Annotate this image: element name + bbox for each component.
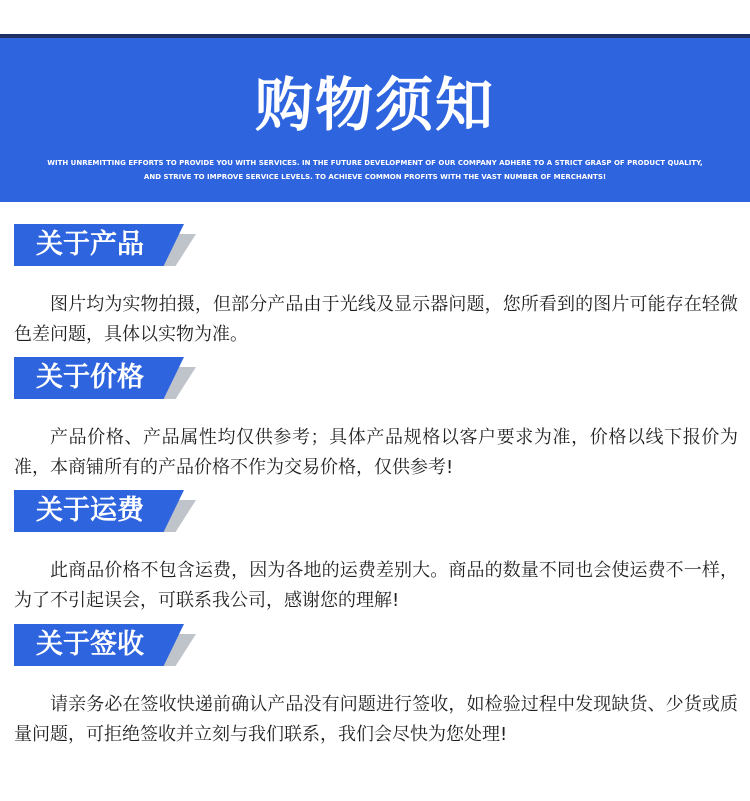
- section-text-shipping: 此商品价格不包含运费，因为各地的运费差别大。商品的数量不同也会使运费不一样，为了不引起误会，可联系我公司，感谢您的理解!: [14, 560, 738, 611]
- top-spacer: [0, 0, 750, 34]
- section-heading-shipping: [14, 490, 199, 532]
- heading-text-receipt: 关于签收: [36, 629, 144, 660]
- heading-text-product: 关于产品: [36, 229, 144, 260]
- section-heading-price: [14, 357, 199, 399]
- banner-subtitle: WITH UNREMITTING EFFORTS TO PROVIDE YOU WITH SERVICES. IN THE FUTURE DEVELOPMENT OF OUR COMPANY ADHERE TO A STRICT GRASP OF PRODUCT QUALITY, AND STRIVE TO IMPROVE SERVICE LEVELS. TO ACHIEVE COMMON PROFITS WITH THE VAST NUMBER OF MERCHANTS!: [47, 159, 703, 181]
- section-text-product: 图片均为实物拍摄，但部分产品由于光线及显示器问题，您所看到的图片可能存在轻微色差问题，具体以实物为准。: [14, 294, 738, 345]
- notice-banner: [0, 34, 750, 202]
- heading-text-shipping: 关于运费: [36, 495, 144, 526]
- section-heading-receipt: [14, 624, 199, 666]
- banner-title: 购物须知: [254, 71, 495, 139]
- section-heading-product: [14, 224, 199, 266]
- section-text-price: 产品价格、产品属性均仅供参考；具体产品规格以客户要求为准，价格以线下报价为准，本商铺所有的产品价格不作为交易价格，仅供参考!: [14, 427, 738, 478]
- section-text-receipt: 请亲务必在签收快递前确认产品没有问题进行签收，如检验过程中发现缺货、少货或质量问题，可拒绝签收并立刻与我们联系，我们会尽快为您处理!: [14, 694, 738, 745]
- heading-text-price: 关于价格: [36, 362, 144, 393]
